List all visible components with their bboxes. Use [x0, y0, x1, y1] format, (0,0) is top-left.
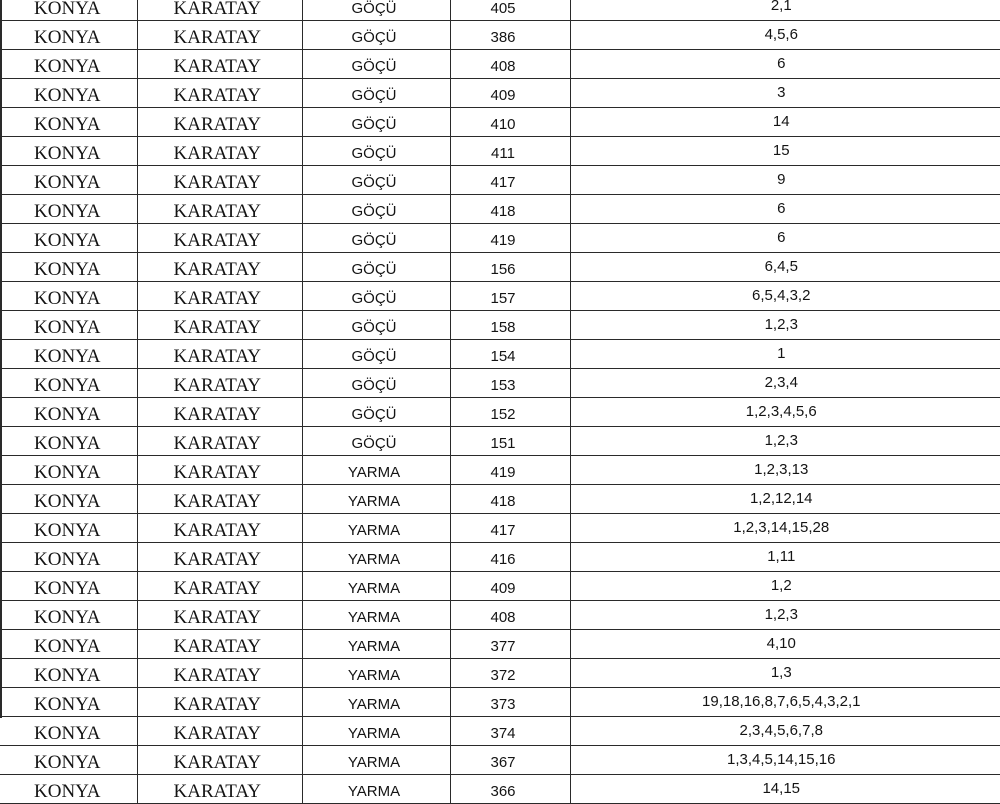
district-cell: KARATAY: [137, 253, 302, 282]
neighborhood-cell: GÖÇÜ: [302, 282, 450, 311]
parcel-numbers-cell: 1,2,3: [570, 427, 1000, 456]
table-row: [0, 340, 1000, 369]
table-row: [0, 224, 1000, 253]
province-cell: KONYA: [0, 311, 137, 340]
neighborhood-cell: GÖÇÜ: [302, 311, 450, 340]
province-cell: KONYA: [0, 0, 137, 21]
province-cell: KONYA: [0, 137, 137, 166]
block-number-cell: 409: [450, 79, 570, 108]
neighborhood-cell: YARMA: [302, 659, 450, 688]
province-cell: KONYA: [0, 717, 137, 746]
block-number-cell: 418: [450, 195, 570, 224]
neighborhood-cell: GÖÇÜ: [302, 108, 450, 137]
province-cell: KONYA: [0, 253, 137, 282]
parcel-numbers-cell: 1,2,3,4,5,6: [570, 398, 1000, 427]
parcel-numbers-cell: 1,2,12,14: [570, 485, 1000, 514]
province-cell: KONYA: [0, 601, 137, 630]
block-number-cell: 156: [450, 253, 570, 282]
province-cell: KONYA: [0, 340, 137, 369]
neighborhood-cell: YARMA: [302, 601, 450, 630]
parcel-numbers-cell: 6,5,4,3,2: [570, 282, 1000, 311]
parcel-numbers-cell: 1,2,3: [570, 311, 1000, 340]
parcel-numbers-cell: 4,5,6: [570, 21, 1000, 50]
block-number-cell: 158: [450, 311, 570, 340]
neighborhood-cell: YARMA: [302, 543, 450, 572]
district-cell: KARATAY: [137, 775, 302, 804]
parcel-numbers-cell: 6,4,5: [570, 253, 1000, 282]
table-row: [0, 688, 1000, 717]
district-cell: KARATAY: [137, 398, 302, 427]
province-cell: KONYA: [0, 572, 137, 601]
block-number-cell: 405: [450, 0, 570, 21]
parcel-numbers-cell: 1,3: [570, 659, 1000, 688]
table-row: [0, 369, 1000, 398]
block-number-cell: 418: [450, 485, 570, 514]
district-cell: KARATAY: [137, 659, 302, 688]
province-cell: KONYA: [0, 485, 137, 514]
parcel-numbers-cell: 6: [570, 50, 1000, 79]
block-number-cell: 366: [450, 775, 570, 804]
district-cell: KARATAY: [137, 514, 302, 543]
neighborhood-cell: YARMA: [302, 746, 450, 775]
table-row: [0, 572, 1000, 601]
province-cell: KONYA: [0, 514, 137, 543]
parcel-numbers-cell: 3: [570, 79, 1000, 108]
province-cell: KONYA: [0, 659, 137, 688]
table-row: [0, 485, 1000, 514]
parcel-numbers-cell: 6: [570, 224, 1000, 253]
neighborhood-cell: YARMA: [302, 572, 450, 601]
province-cell: KONYA: [0, 543, 137, 572]
block-number-cell: 419: [450, 456, 570, 485]
district-cell: KARATAY: [137, 166, 302, 195]
block-number-cell: 419: [450, 224, 570, 253]
parcel-numbers-cell: 19,18,16,8,7,6,5,4,3,2,1: [570, 688, 1000, 717]
block-number-cell: 410: [450, 108, 570, 137]
neighborhood-cell: GÖÇÜ: [302, 50, 450, 79]
parcel-numbers-cell: 2,3,4: [570, 369, 1000, 398]
block-number-cell: 408: [450, 50, 570, 79]
block-number-cell: 154: [450, 340, 570, 369]
table-row: [0, 50, 1000, 79]
district-cell: KARATAY: [137, 0, 302, 21]
neighborhood-cell: YARMA: [302, 456, 450, 485]
block-number-cell: 411: [450, 137, 570, 166]
block-number-cell: 408: [450, 601, 570, 630]
province-cell: KONYA: [0, 21, 137, 50]
table-row: [0, 601, 1000, 630]
district-cell: KARATAY: [137, 572, 302, 601]
parcel-numbers-cell: 1,2,3: [570, 601, 1000, 630]
province-cell: KONYA: [0, 456, 137, 485]
table-row: [0, 253, 1000, 282]
table-row: [0, 282, 1000, 311]
province-cell: KONYA: [0, 688, 137, 717]
district-cell: KARATAY: [137, 108, 302, 137]
parcel-numbers-cell: 14: [570, 108, 1000, 137]
district-cell: KARATAY: [137, 369, 302, 398]
table-row: [0, 166, 1000, 195]
block-number-cell: 153: [450, 369, 570, 398]
neighborhood-cell: GÖÇÜ: [302, 137, 450, 166]
district-cell: KARATAY: [137, 717, 302, 746]
district-cell: KARATAY: [137, 601, 302, 630]
district-cell: KARATAY: [137, 340, 302, 369]
neighborhood-cell: GÖÇÜ: [302, 427, 450, 456]
table-row: [0, 543, 1000, 572]
district-cell: KARATAY: [137, 282, 302, 311]
block-number-cell: 152: [450, 398, 570, 427]
parcel-numbers-cell: 1,2,3,13: [570, 456, 1000, 485]
district-cell: KARATAY: [137, 79, 302, 108]
neighborhood-cell: GÖÇÜ: [302, 0, 450, 21]
district-cell: KARATAY: [137, 137, 302, 166]
table-row: [0, 514, 1000, 543]
table-row: [0, 630, 1000, 659]
table-row: [0, 746, 1000, 775]
district-cell: KARATAY: [137, 195, 302, 224]
parcel-numbers-cell: 15: [570, 137, 1000, 166]
province-cell: KONYA: [0, 746, 137, 775]
neighborhood-cell: GÖÇÜ: [302, 224, 450, 253]
province-cell: KONYA: [0, 166, 137, 195]
block-number-cell: 409: [450, 572, 570, 601]
block-number-cell: 417: [450, 166, 570, 195]
block-number-cell: 416: [450, 543, 570, 572]
district-cell: KARATAY: [137, 311, 302, 340]
block-number-cell: 417: [450, 514, 570, 543]
district-cell: KARATAY: [137, 427, 302, 456]
province-cell: KONYA: [0, 79, 137, 108]
neighborhood-cell: GÖÇÜ: [302, 340, 450, 369]
neighborhood-cell: GÖÇÜ: [302, 369, 450, 398]
neighborhood-cell: GÖÇÜ: [302, 166, 450, 195]
district-cell: KARATAY: [137, 456, 302, 485]
table-row: [0, 21, 1000, 50]
neighborhood-cell: YARMA: [302, 717, 450, 746]
neighborhood-cell: GÖÇÜ: [302, 398, 450, 427]
province-cell: KONYA: [0, 108, 137, 137]
province-cell: KONYA: [0, 282, 137, 311]
block-number-cell: 373: [450, 688, 570, 717]
block-number-cell: 377: [450, 630, 570, 659]
parcel-numbers-cell: 1,3,4,5,14,15,16: [570, 746, 1000, 775]
parcel-numbers-cell: 4,10: [570, 630, 1000, 659]
parcel-numbers-cell: 2,1: [570, 0, 1000, 21]
neighborhood-cell: YARMA: [302, 775, 450, 804]
parcel-numbers-cell: 1,11: [570, 543, 1000, 572]
district-cell: KARATAY: [137, 543, 302, 572]
district-cell: KARATAY: [137, 21, 302, 50]
parcel-numbers-cell: 1,2,3,14,15,28: [570, 514, 1000, 543]
table-row: [0, 456, 1000, 485]
neighborhood-cell: YARMA: [302, 630, 450, 659]
table-row: [0, 398, 1000, 427]
district-cell: KARATAY: [137, 688, 302, 717]
parcel-numbers-cell: 1,2: [570, 572, 1000, 601]
district-cell: KARATAY: [137, 224, 302, 253]
block-number-cell: 386: [450, 21, 570, 50]
table-row: [0, 659, 1000, 688]
district-cell: KARATAY: [137, 630, 302, 659]
block-number-cell: 151: [450, 427, 570, 456]
table-row: [0, 195, 1000, 224]
province-cell: KONYA: [0, 775, 137, 804]
table-row: [0, 717, 1000, 746]
province-cell: KONYA: [0, 369, 137, 398]
table-row: [0, 311, 1000, 340]
province-cell: KONYA: [0, 195, 137, 224]
neighborhood-cell: YARMA: [302, 485, 450, 514]
district-cell: KARATAY: [137, 746, 302, 775]
block-number-cell: 367: [450, 746, 570, 775]
district-cell: KARATAY: [137, 485, 302, 514]
province-cell: KONYA: [0, 398, 137, 427]
parcel-numbers-cell: 6: [570, 195, 1000, 224]
parcel-numbers-cell: 2,3,4,5,6,7,8: [570, 717, 1000, 746]
province-cell: KONYA: [0, 427, 137, 456]
table-row: [0, 775, 1000, 804]
table-row: [0, 108, 1000, 137]
neighborhood-cell: GÖÇÜ: [302, 253, 450, 282]
table-row: [0, 0, 1000, 21]
neighborhood-cell: GÖÇÜ: [302, 79, 450, 108]
parcel-numbers-cell: 9: [570, 166, 1000, 195]
table-row: [0, 137, 1000, 166]
neighborhood-cell: GÖÇÜ: [302, 21, 450, 50]
neighborhood-cell: YARMA: [302, 688, 450, 717]
province-cell: KONYA: [0, 50, 137, 79]
parcel-numbers-cell: 14,15: [570, 775, 1000, 804]
table-row: [0, 79, 1000, 108]
district-cell: KARATAY: [137, 50, 302, 79]
table-row: [0, 427, 1000, 456]
province-cell: KONYA: [0, 224, 137, 253]
neighborhood-cell: GÖÇÜ: [302, 195, 450, 224]
block-number-cell: 157: [450, 282, 570, 311]
province-cell: KONYA: [0, 630, 137, 659]
parcel-numbers-cell: 1: [570, 340, 1000, 369]
neighborhood-cell: YARMA: [302, 514, 450, 543]
block-number-cell: 372: [450, 659, 570, 688]
block-number-cell: 374: [450, 717, 570, 746]
